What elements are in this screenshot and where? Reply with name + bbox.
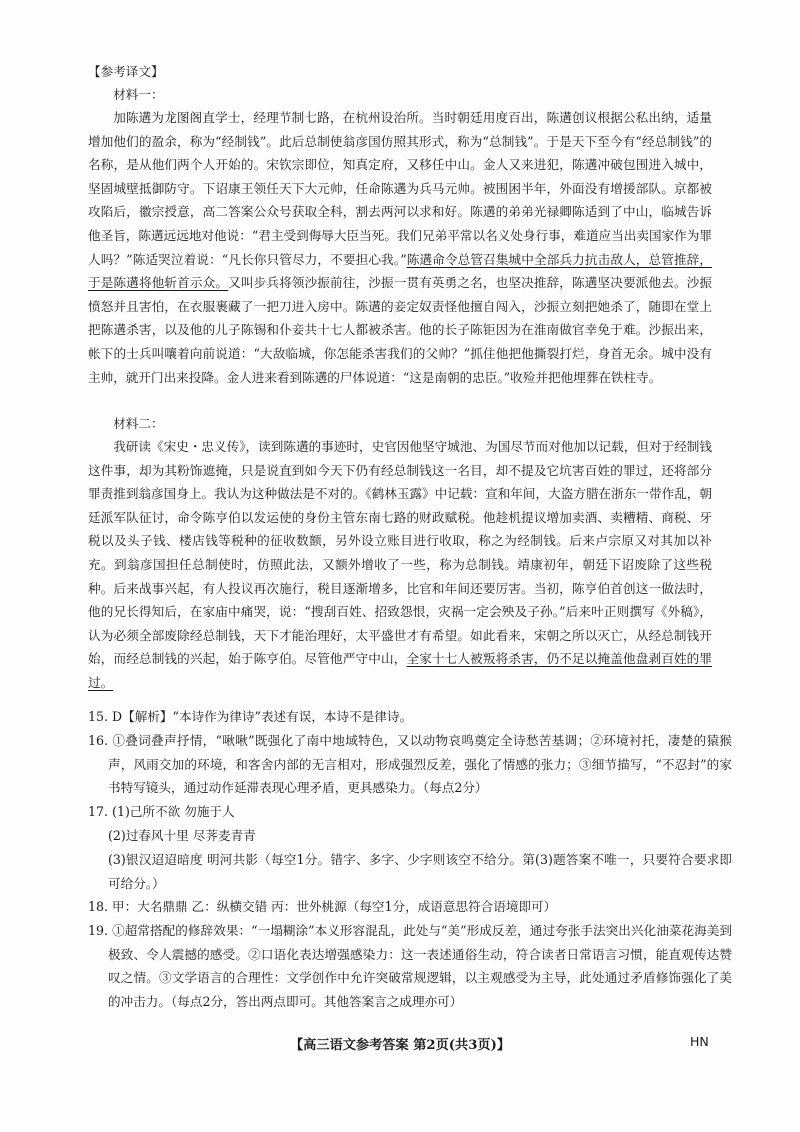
material-one-text-a: 加陈遘为龙图阁直学士，经理节制七路，在杭州设治所。当时朝廷用度百出，陈遘创议根据公私出纳，适量增加他们的盈余，称为“经制钱”。此后总制使翁彦国仿照其形式，称为“总制钱”。于是天下至今有“经总制钱”的名称，是从他们两个人开始的。宋钦宗即位，知真定府，又移任中山。金人又来进犯，陈遘冲破包围进入城中，坚固城壁抵御防守。下诏康王领任天下大元帅，任命陈遘为兵马元帅。被围困半年，外面没有增援部队。京都被攻陷后，徽宗授意，高二答案公众号获取全科，割去两河以求和好。陈遘的弟弟光禄卿陈适到了中山，临城告诉他圣旨，陈遘远远地对他说：“君主受到侮辱大臣当死。我们兄弟平常以名义处身行事，难道应当出卖国家作为罪人吗？”陈适哭泣着说：“凡长你只管尽力，不要担心我。” (88, 110, 712, 267)
material-two-text: 我研读《宋史・忠义传》，读到陈遘的事迹时，史官因他坚守城池、为国尽节而对他加以记载，但对于经制钱这件事，却为其粉饰遮掩，只是说直到如今天下仍有经总制钱这一名目，却不提及它坑害百姓的罪过，还将部分罪责推到翁彦国身上。我认为这种做法是不对的。《鹤林玉露》中记载：宣和年间，大盗方腊在浙东一带作乱，朝廷派军队征讨，命令陈亨伯以发运使的身份主管东南七路的财政赋税。他趁机提议增加卖酒、卖糟精、商税、牙税以及头子钱、楼店钱等税种的征收数额，另外设立账目进行收取，称之为经制钱。后来卢宗原又对其加以补充。到翁彦国担任总制使时，仿照此法，又额外增收了一些，称为总制钱。靖康初年，朝廷下诏废除了这些税种。后来战事兴起，有人投议再次施行，税目逐渐增多，比官和年间还要厉害。当初，陈亨伯首创这一做法时，他的兄长得知后，在家庙中痛哭，说：“搜刮百姓、招致怨恨，灾祸一定会殃及子孙。”后来叶正则撰写《外稿》，认为必须全部废除经总制钱，天下才能治理好，太平盛世才有希望。如此看来，宋朝之所以灭亡，从经总制钱开始，而经总制钱的兴起，始于陈亨伯。尽管他严守中山， (88, 439, 712, 667)
material-two-label: 材料二： (113, 416, 164, 431)
footer-title: 【高三语文参考答案 第2页(共3页)】 (289, 1038, 511, 1053)
answer-16: 16. ①叠词叠声抒情，“啾啾”既强化了南中地域特色，又以动物哀鸣奠定全诗愁苦基调；②环境衬托，凄楚的猿猴声，风雨交加的环境，和客舍内部的无言相对，形成强烈反差，强化了情感的张力；③细节描写，“不忍封”的家书特写镜头，通过动作延滞表现心理矛盾，更具感染力。（每点2分） (88, 733, 732, 796)
answer-15: 15. D【解析】“本诗作为律诗”表述有误，本诗不是律诗。 (88, 709, 413, 724)
answer-17-3: (3)银汉迢迢暗度 明河共影（每空1分。错字、多字、少字则该空不给分。第(3)题答案不唯一，只要符合要求即可给分。） (108, 852, 732, 891)
answer-17-2: (2)过春风十里 尽荠麦青青 (108, 828, 256, 843)
section-header: 【参考译文】 (88, 64, 164, 79)
answer-18: 18. 甲：大名鼎鼎 乙：纵横交错 丙：世外桃源（每空1分，成语意思符合语境即可） (88, 899, 557, 914)
material-one-label: 材料一： (113, 87, 164, 102)
material-two-body (88, 435, 712, 695)
answer-17-1: 17. (1)己所不欲 勿施于人 (88, 804, 235, 819)
material-one-text-b: 又叫步兵将领沙振前往，沙振一贯有英勇之名，也坚决推辞，陈遘坚决要派他去。沙振愤怒并且害怕，在衣服裹藏了一把刀进入房中。陈遘的妾定奴责怪他擅自闯入，沙振立刻把她杀了，随即在堂上把陈遘杀害，以及他的儿子陈锡和仆妾共十七人都被杀害。他的长子陈钜因为在淮南做官幸免于难。沙振出来，帐下的士兵叫嚷着向前说道：“大敌临城，你怎能杀害我们的父帅？”抓住他把他撕裂打烂，身首无余。城中没有主帅，就开门出来投降。金人进来看到陈遘的尸体说道：“这是南朝的忠臣。”收殓并把他埋葬在铁柱寺。 (88, 275, 713, 385)
material-one-body (88, 106, 712, 389)
material-one-underlined: 陈遘命令总管召集城中全部兵力抗击敌人，总管推辞，于是陈遘将他斩首示众。 (88, 251, 713, 291)
answer-19: 19. ①超常搭配的修辞效果：“一塌糊涂”本义形容混乱，此处与“美”形成反差，通过夸张手法突出兴化油菜花海美到极致、令人震撼的感受。②口语化表达增强感染力：这一表述通俗生动，符合读者日常语言习惯，能直观传达赞叹之情。③文学语言的合理性：文学创作中允许突破常规逻辑，以主观感受为主导，此处通过矛盾修饰强化了美的冲击力。（每点2分，答出两点即可。其他答案言之成理亦可） (88, 923, 732, 1009)
material-two-underlined: 全家十七人被叛将杀害，仍不足以掩盖他盘剥百姓的罪过。 (88, 651, 713, 690)
footer-region-code: HN (690, 1034, 709, 1049)
